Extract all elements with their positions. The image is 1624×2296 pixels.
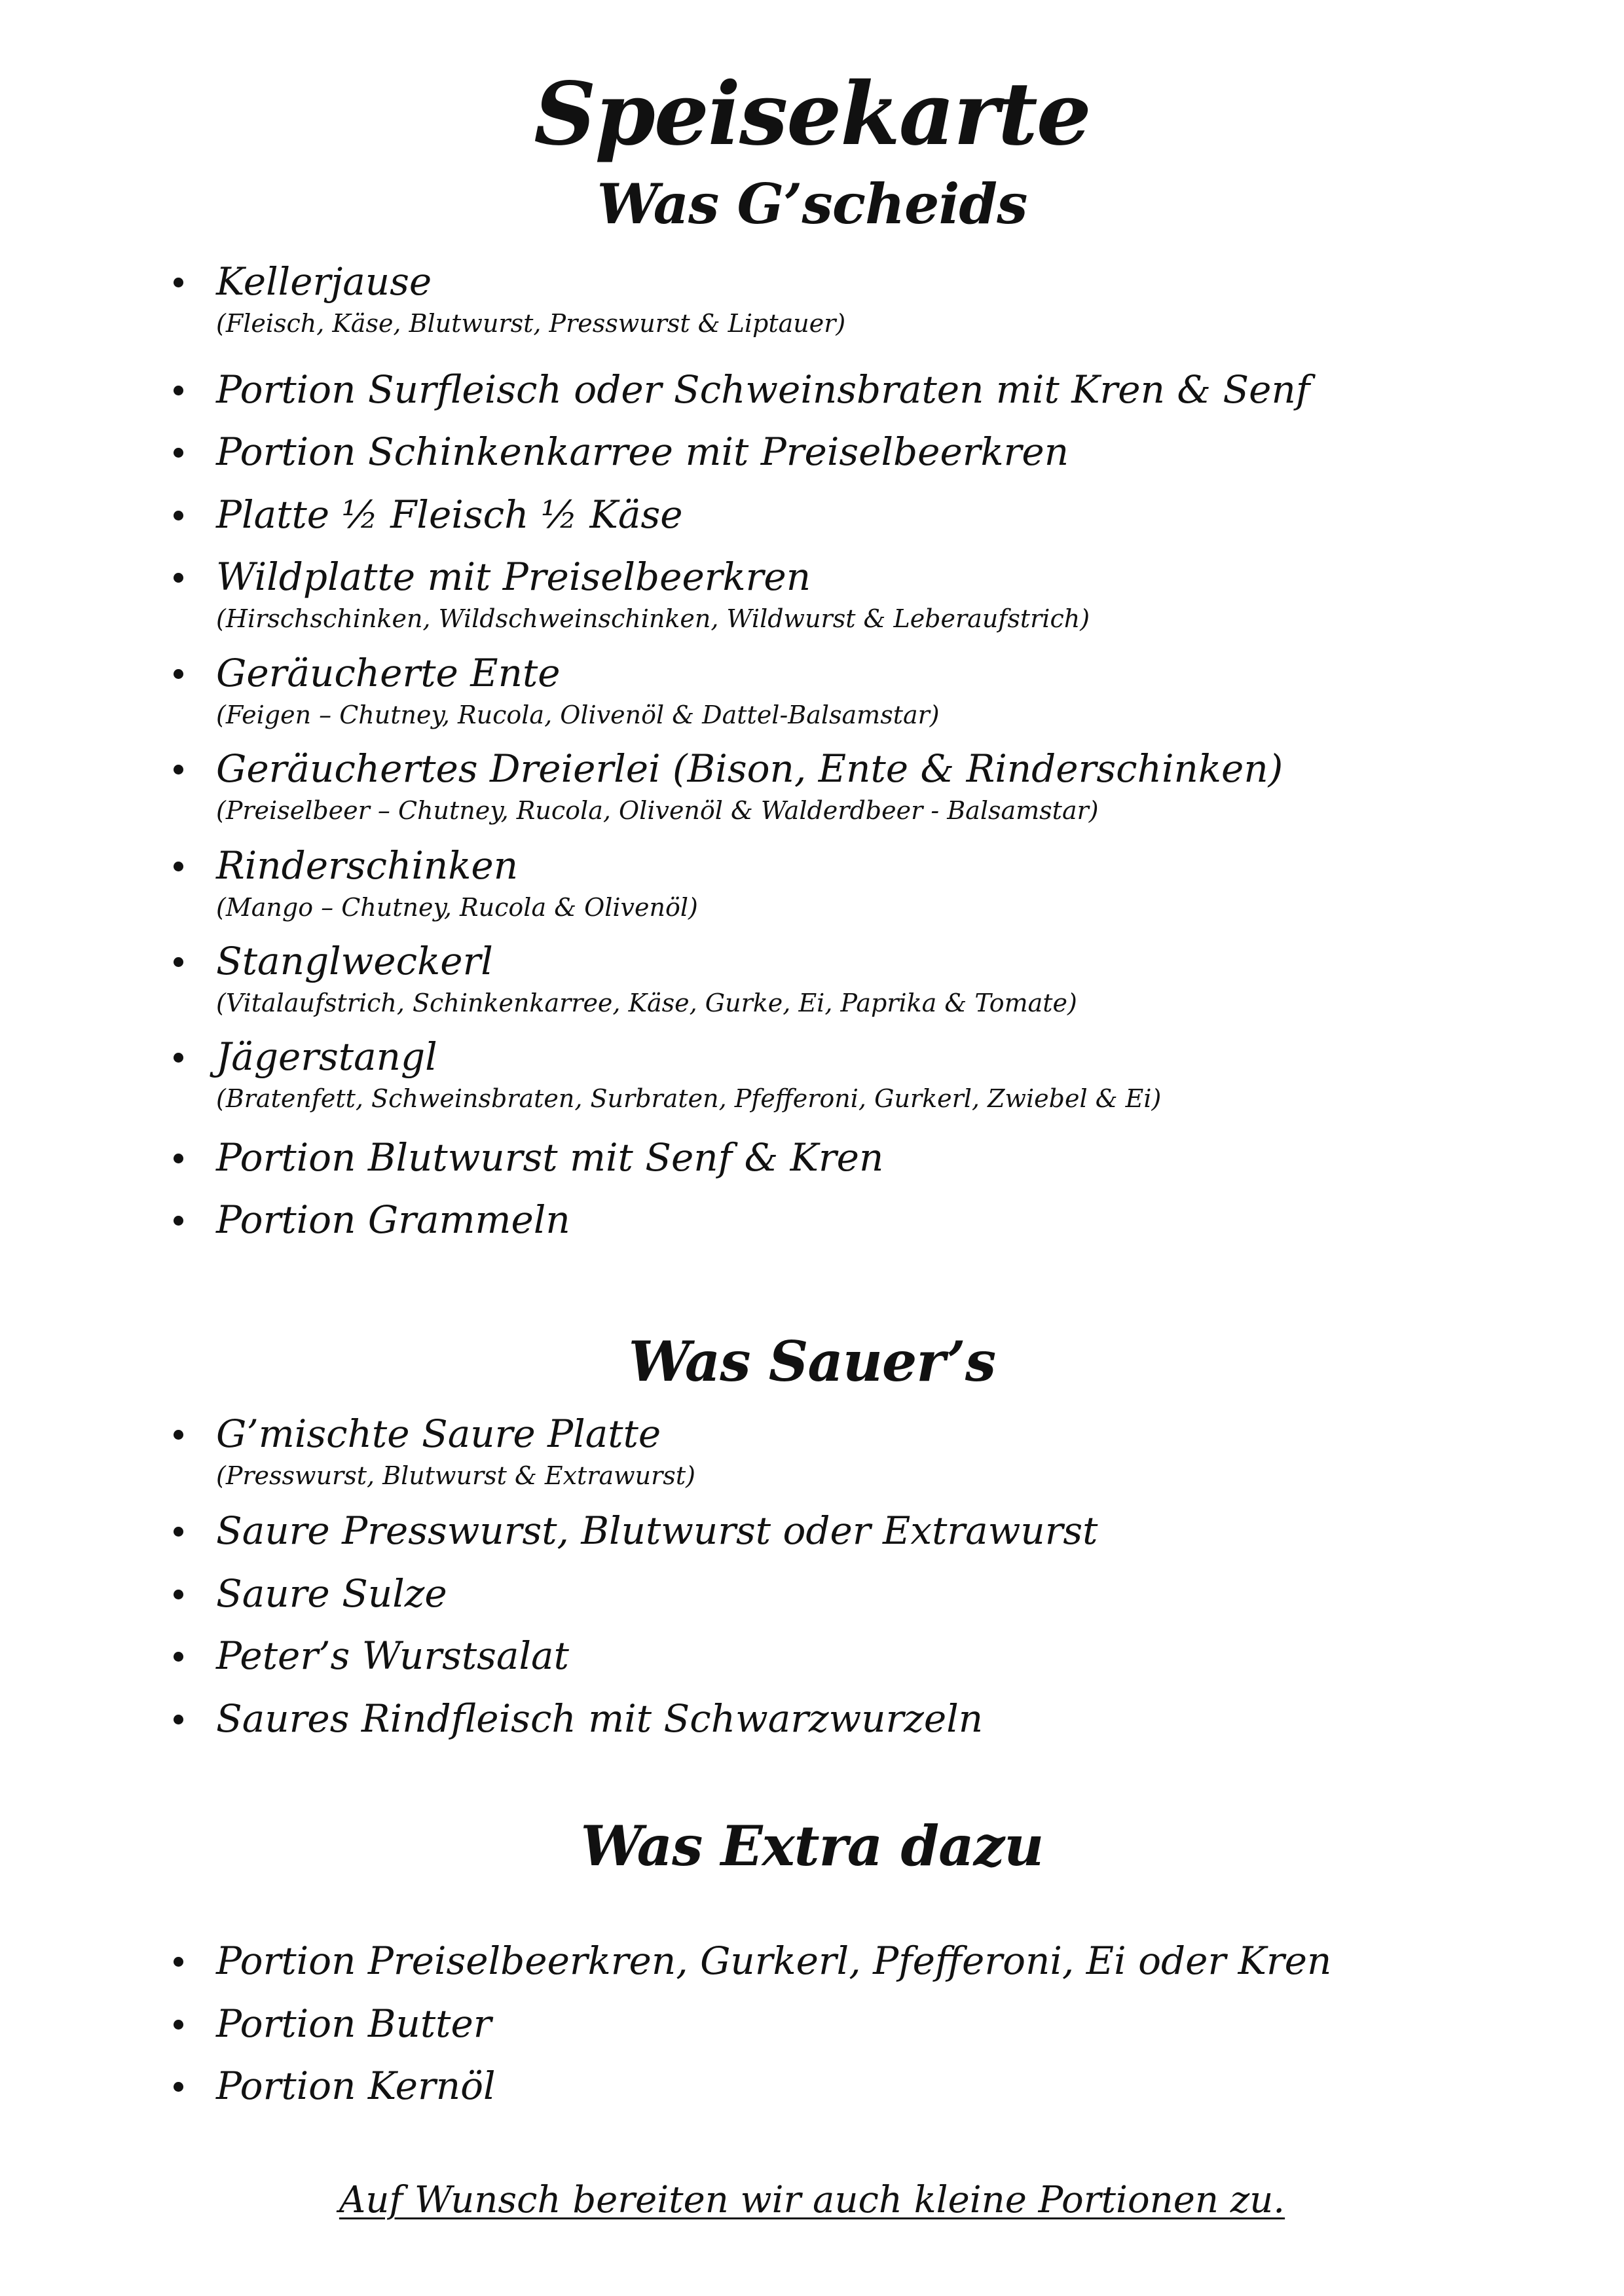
- bullet-icon: [174, 862, 183, 871]
- item-name: Saures Rindfleisch mit Schwarzwurzeln: [216, 1696, 984, 1741]
- bullet-icon: [174, 573, 183, 583]
- item-name: Jägerstangl: [216, 1034, 437, 1079]
- item-description: (Mango – Chutney, Rucola & Olivenöl): [216, 893, 698, 922]
- item-description: (Vitalaufstrich, Schinkenkarree, Käse, Gurke, Ei, Paprika & Tomate): [216, 989, 1077, 1017]
- bullet-icon: [174, 1430, 183, 1440]
- item-name: Saure Presswurst, Blutwurst oder Extrawurst: [216, 1508, 1098, 1553]
- item-name: Saure Sulze: [216, 1571, 447, 1616]
- bullet-icon: [174, 1590, 183, 1599]
- bullet-icon: [174, 1053, 183, 1063]
- bullet-icon: [174, 669, 183, 679]
- bullet-icon: [174, 448, 183, 458]
- page-title: Speisekarte: [534, 64, 1090, 165]
- bullet-icon: [174, 278, 183, 287]
- footer-note: [0, 2177, 1624, 2224]
- item-name: Portion Surfleisch oder Schweinsbraten mit Kren & Senf: [216, 367, 1310, 412]
- item-name: Portion Preiselbeerkren, Gurkerl, Pfefferoni, Ei oder Kren: [216, 1939, 1332, 1983]
- item-name: Portion Schinkenkarree mit Preiselbeerkren: [216, 429, 1069, 474]
- section-heading-sauers: Was Sauer’s: [628, 1329, 996, 1394]
- bullet-icon: [174, 957, 183, 967]
- bullet-icon: [174, 1527, 183, 1537]
- item-name: Portion Grammeln: [216, 1197, 570, 1242]
- bullet-icon: [174, 765, 183, 774]
- item-description: (Presswurst, Blutwurst & Extrawurst): [216, 1461, 695, 1490]
- item-name: Geräuchertes Dreierlei (Bison, Ente & Rinderschinken): [216, 746, 1283, 791]
- item-name: Platte ½ Fleisch ½ Käse: [216, 492, 683, 537]
- item-description: (Hirschschinken, Wildschweinschinken, Wildwurst & Leberaufstrich): [216, 604, 1090, 633]
- item-name: Stanglweckerl: [216, 939, 493, 983]
- item-name: G’mischte Saure Platte: [216, 1412, 661, 1456]
- item-description: (Feigen – Chutney, Rucola, Olivenöl & Dattel-Balsamstar): [216, 701, 940, 729]
- bullet-icon: [174, 2020, 183, 2030]
- bullet-icon: [174, 1715, 183, 1724]
- item-name: Peter’s Wurstsalat: [216, 1633, 569, 1678]
- item-name: Geräucherte Ente: [216, 651, 561, 695]
- bullet-icon: [174, 1216, 183, 1226]
- section-heading-extra: Was Extra dazu: [580, 1813, 1044, 1878]
- item-description: (Fleisch, Käse, Blutwurst, Presswurst & Liptauer): [216, 309, 846, 338]
- item-name: Portion Butter: [216, 2001, 492, 2046]
- item-name: Kellerjause: [216, 259, 432, 304]
- bullet-icon: [174, 1652, 183, 1662]
- item-name: Portion Blutwurst mit Senf & Kren: [216, 1135, 884, 1180]
- section-heading-gscheids: Was G’scheids: [597, 172, 1027, 236]
- bullet-icon: [174, 1957, 183, 1967]
- bullet-icon: [174, 386, 183, 395]
- item-name: Portion Kernöl: [216, 2064, 496, 2108]
- item-description: (Preiselbeer – Chutney, Rucola, Olivenöl & Walderdbeer - Balsamstar): [216, 796, 1099, 825]
- item-description: (Bratenfett, Schweinsbraten, Surbraten, Pfefferoni, Gurkerl, Zwiebel & Ei): [216, 1084, 1162, 1113]
- item-name: Rinderschinken: [216, 843, 519, 888]
- footer-note-text: Auf Wunsch bereiten wir auch kleine Portionen zu.: [339, 2179, 1285, 2221]
- bullet-icon: [174, 2082, 183, 2092]
- bullet-icon: [174, 1154, 183, 1163]
- item-name: Wildplatte mit Preiselbeerkren: [216, 555, 811, 599]
- bullet-icon: [174, 511, 183, 520]
